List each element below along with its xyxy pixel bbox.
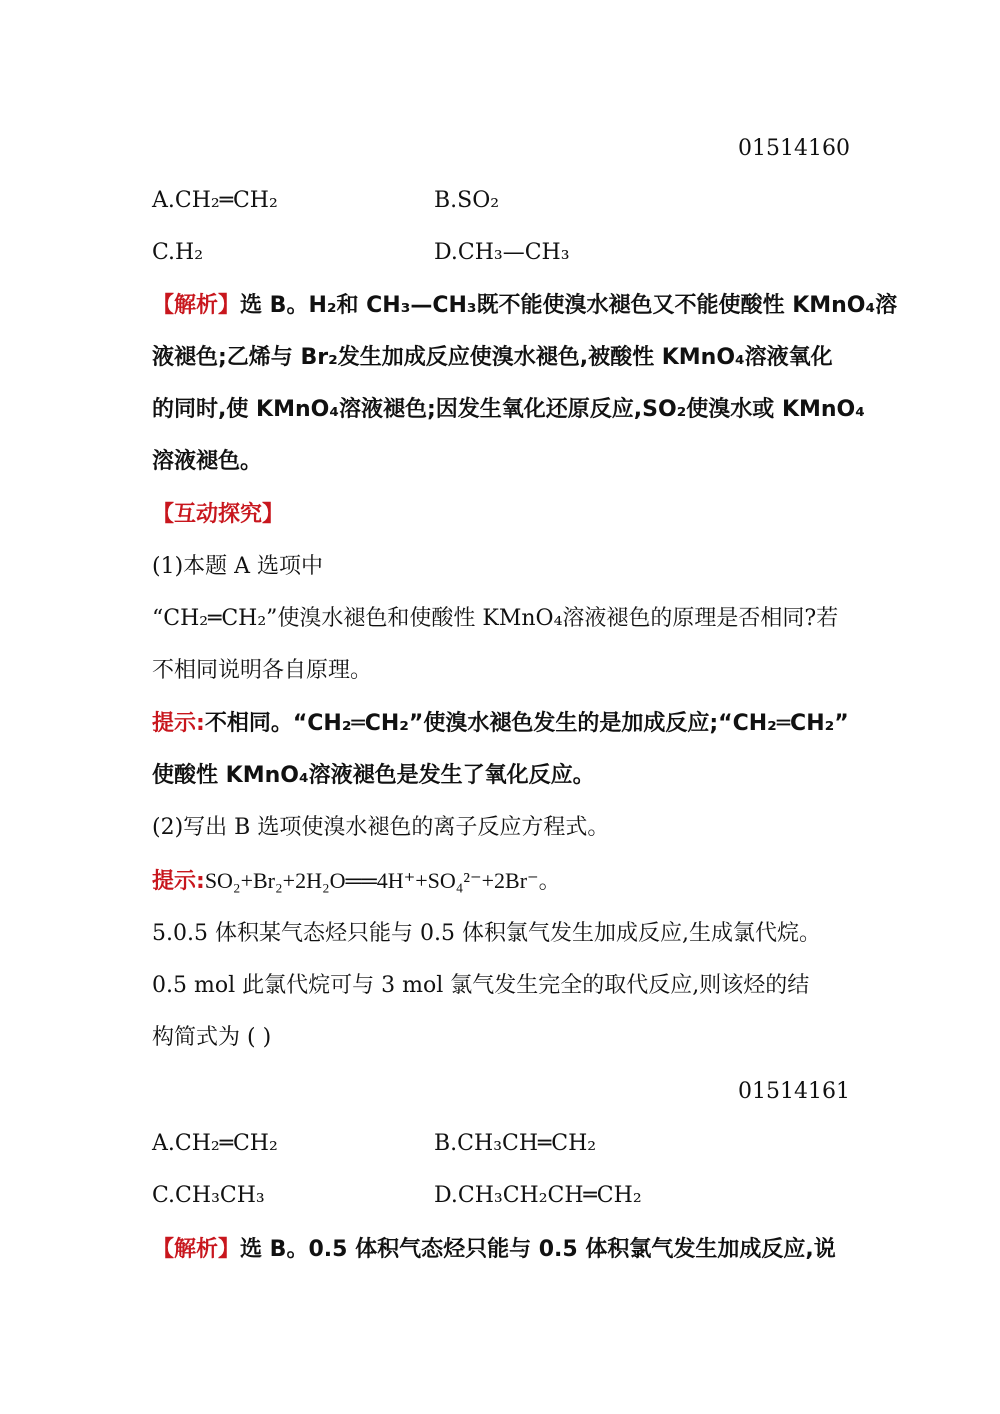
option-row — [152, 1129, 850, 1159]
option-row — [152, 238, 850, 268]
analysis-tag: 【解析】 — [152, 1237, 241, 1262]
hint-1: 提示:不相同。“CH₂═CH₂”使溴水褪色发生的是加成反应;“CH₂═CH₂” — [152, 711, 849, 736]
question-5-stem: 构简式为 ( ) — [152, 1025, 272, 1050]
option-a: A.CH₂═CH₂ — [152, 1131, 278, 1156]
analysis-line: 的同时,使 KMnO₄溶液褪色;因发生氧化还原反应,SO₂使溴水或 KMnO₄ — [152, 397, 865, 422]
explore-question-1-line: 不相同说明各自原理。 — [152, 658, 373, 683]
ion-equation: SO₂+Br₂+2H₂O══4H⁺+SO₄²⁻+2Br⁻。 — [204, 868, 561, 893]
question-5-stem: 5.0.5 体积某气态烃只能与 0.5 体积氯气发生加成反应,生成氯代烷。 — [152, 921, 821, 946]
hint-tag: 提示: — [152, 711, 205, 736]
analysis-line: 【解析】选 B。0.5 体积气态烃只能与 0.5 体积氯气发生加成反应,说 — [152, 1237, 836, 1262]
question-5-stem: 0.5 mol 此氯代烷可与 3 mol 氯气发生完全的取代反应,则该烃的结 — [152, 973, 810, 998]
option-row — [152, 1181, 850, 1211]
hint-1-line: 使酸性 KMnO₄溶液褪色是发生了氧化反应。 — [152, 763, 595, 788]
option-d: D.CH₃—CH₃ — [434, 240, 570, 265]
option-c: C.CH₃CH₃ — [152, 1183, 265, 1208]
hint-tag: 提示: — [152, 869, 205, 894]
option-c: C.H₂ — [152, 240, 204, 265]
explore-heading: 【互动探究】 — [152, 502, 285, 527]
explore-question-2: (2)写出 B 选项使溴水褪色的离子反应方程式。 — [152, 815, 610, 840]
option-d: D.CH₃CH₂CH═CH₂ — [434, 1183, 642, 1208]
question-code: 01514161 — [738, 1079, 850, 1104]
analysis-line: 【解析】选 B。H₂和 CH₃—CH₃既不能使溴水褪色又不能使酸性 KMnO₄溶 — [152, 293, 898, 318]
option-b: B.CH₃CH═CH₂ — [434, 1131, 597, 1156]
analysis-line: 液褪色;乙烯与 Br₂发生加成反应使溴水褪色,被酸性 KMnO₄溶液氧化 — [152, 345, 833, 370]
option-row — [152, 186, 850, 216]
analysis-line: 溶液褪色。 — [152, 449, 263, 474]
question-code: 01514160 — [738, 136, 850, 161]
hint-2 — [152, 866, 850, 897]
option-b: B.SO₂ — [434, 188, 500, 213]
explore-question-1: (1)本题 A 选项中 — [152, 554, 324, 579]
analysis-tag: 【解析】 — [152, 293, 241, 318]
explore-question-1-line: “CH₂═CH₂”使溴水褪色和使酸性 KMnO₄溶液褪色的原理是否相同?若 — [152, 606, 839, 631]
option-a: A.CH₂═CH₂ — [152, 188, 278, 213]
